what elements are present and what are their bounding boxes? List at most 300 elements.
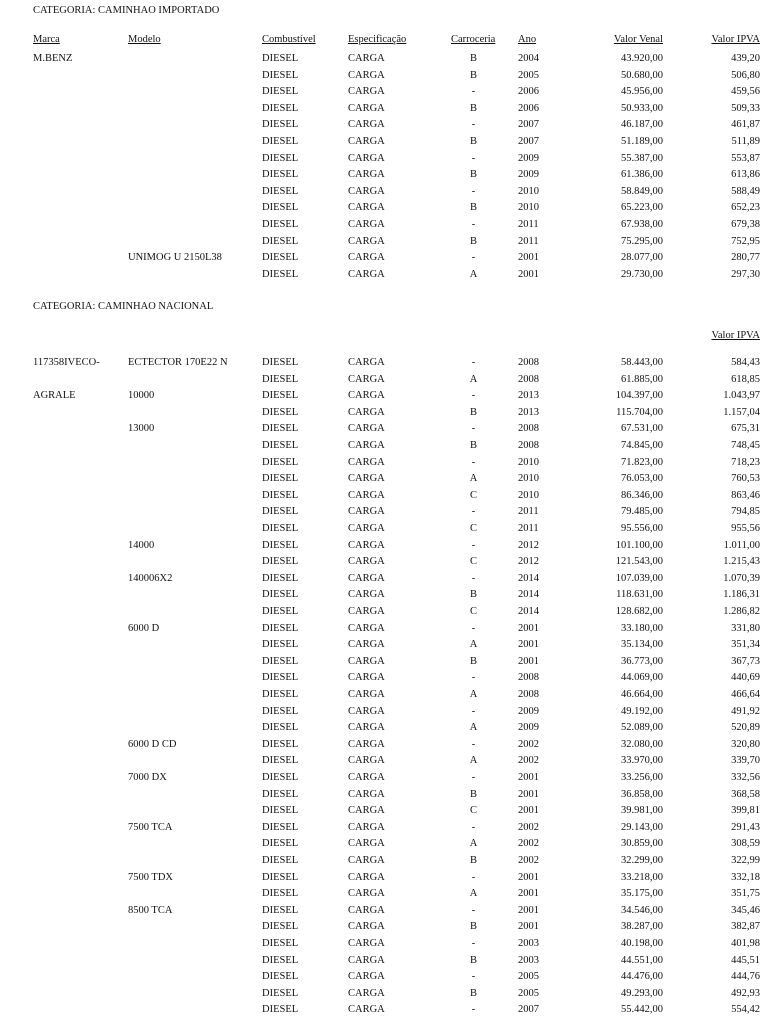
- cell-carr: A: [469, 888, 478, 899]
- cell-ipva: 955,56: [731, 523, 760, 534]
- cell-ano: 2001: [518, 772, 539, 783]
- cell-esp: CARGA: [348, 639, 385, 650]
- cell-comb: DIESEL: [262, 407, 299, 418]
- cell-comb: DIESEL: [262, 589, 299, 600]
- cell-venal: 29.143,00: [621, 822, 663, 833]
- column-header-valor-ipva: Valor IPVA: [711, 34, 760, 45]
- cell-carr: C: [469, 556, 477, 567]
- cell-venal: 32.299,00: [621, 855, 663, 866]
- cell-carr: C: [469, 523, 477, 534]
- cell-venal: 35.134,00: [621, 639, 663, 650]
- cell-comb: DIESEL: [262, 689, 299, 700]
- cell-ano: 2001: [518, 905, 539, 916]
- cell-ipva: 280,77: [731, 252, 760, 263]
- cell-comb: DIESEL: [262, 169, 299, 180]
- cell-comb: DIESEL: [262, 639, 299, 650]
- cell-carr: B: [469, 236, 477, 247]
- cell-esp: CARGA: [348, 423, 385, 434]
- cell-marca: 117358IVECO-: [33, 357, 100, 368]
- cell-carr: B: [469, 921, 477, 932]
- cell-comb: DIESEL: [262, 971, 299, 982]
- cell-venal: 29.730,00: [621, 269, 663, 280]
- cell-ano: 2003: [518, 938, 539, 949]
- cell-ipva: 368,58: [731, 789, 760, 800]
- section-title: CATEGORIA: CAMINHAO IMPORTADO: [33, 5, 220, 16]
- cell-carr: B: [469, 202, 477, 213]
- cell-comb: DIESEL: [262, 53, 299, 64]
- cell-comb: DIESEL: [262, 119, 299, 130]
- cell-venal: 33.256,00: [621, 772, 663, 783]
- cell-ipva: 332,18: [731, 872, 760, 883]
- cell-ipva: 466,64: [731, 689, 760, 700]
- cell-comb: DIESEL: [262, 523, 299, 534]
- cell-comb: DIESEL: [262, 838, 299, 849]
- cell-esp: CARGA: [348, 136, 385, 147]
- cell-ano: 2014: [518, 573, 539, 584]
- cell-carr: C: [469, 490, 477, 501]
- cell-esp: CARGA: [348, 955, 385, 966]
- cell-ano: 2009: [518, 706, 539, 717]
- cell-comb: DIESEL: [262, 706, 299, 717]
- cell-carr: B: [469, 440, 477, 451]
- cell-ano: 2002: [518, 855, 539, 866]
- cell-ano: 2010: [518, 202, 539, 213]
- cell-carr: B: [469, 656, 477, 667]
- cell-comb: DIESEL: [262, 822, 299, 833]
- cell-comb: DIESEL: [262, 888, 299, 899]
- cell-marca: M.BENZ: [33, 53, 73, 64]
- cell-ipva: 652,23: [731, 202, 760, 213]
- cell-venal: 95.556,00: [621, 523, 663, 534]
- cell-ano: 2005: [518, 971, 539, 982]
- cell-venal: 86.346,00: [621, 490, 663, 501]
- cell-comb: DIESEL: [262, 186, 299, 197]
- cell-ano: 2008: [518, 357, 539, 368]
- cell-ipva: 511,89: [731, 136, 760, 147]
- cell-comb: DIESEL: [262, 556, 299, 567]
- cell-ano: 2001: [518, 921, 539, 932]
- cell-ano: 2005: [518, 988, 539, 999]
- cell-comb: DIESEL: [262, 506, 299, 517]
- column-header-especificacao: Especificação: [348, 34, 407, 45]
- cell-esp: CARGA: [348, 269, 385, 280]
- cell-ipva: 291,43: [731, 822, 760, 833]
- cell-venal: 67.531,00: [621, 423, 663, 434]
- cell-esp: CARGA: [348, 706, 385, 717]
- cell-ipva: 297,30: [731, 269, 760, 280]
- cell-ipva: 760,53: [731, 473, 760, 484]
- cell-carr: B: [469, 955, 477, 966]
- cell-ano: 2004: [518, 53, 539, 64]
- cell-venal: 101.100,00: [615, 540, 663, 551]
- cell-carr: A: [469, 374, 478, 385]
- cell-carr: -: [471, 971, 476, 982]
- cell-carr: B: [469, 589, 477, 600]
- cell-carr: B: [469, 136, 477, 147]
- cell-comb: DIESEL: [262, 988, 299, 999]
- cell-ipva: 461,87: [731, 119, 760, 130]
- cell-ipva: 332,56: [731, 772, 760, 783]
- cell-esp: CARGA: [348, 921, 385, 932]
- cell-venal: 40.198,00: [621, 938, 663, 949]
- cell-ipva: 1.157,04: [723, 407, 760, 418]
- cell-ano: 2011: [518, 219, 539, 230]
- cell-carr: -: [471, 938, 476, 949]
- cell-ipva: 339,70: [731, 755, 760, 766]
- cell-esp: CARGA: [348, 219, 385, 230]
- cell-ipva: 553,87: [731, 153, 760, 164]
- cell-esp: CARGA: [348, 53, 385, 64]
- section-title: CATEGORIA: CAMINHAO NACIONAL: [33, 301, 214, 312]
- cell-carr: -: [471, 1004, 476, 1015]
- cell-venal: 32.080,00: [621, 739, 663, 750]
- cell-venal: 49.293,00: [621, 988, 663, 999]
- cell-ano: 2001: [518, 656, 539, 667]
- cell-ano: 2001: [518, 623, 539, 634]
- cell-ipva: 444,76: [731, 971, 760, 982]
- cell-venal: 67.938,00: [621, 219, 663, 230]
- cell-esp: CARGA: [348, 457, 385, 468]
- cell-carr: -: [471, 772, 476, 783]
- cell-ipva: 1.186,31: [723, 589, 760, 600]
- cell-ano: 2001: [518, 269, 539, 280]
- cell-esp: CARGA: [348, 1004, 385, 1015]
- cell-ipva: 351,75: [731, 888, 760, 899]
- cell-carr: -: [471, 457, 476, 468]
- cell-comb: DIESEL: [262, 136, 299, 147]
- cell-ipva: 1.043,97: [723, 390, 760, 401]
- cell-esp: CARGA: [348, 70, 385, 81]
- cell-carr: -: [471, 252, 476, 263]
- cell-ipva: 618,85: [731, 374, 760, 385]
- cell-esp: CARGA: [348, 153, 385, 164]
- cell-esp: CARGA: [348, 523, 385, 534]
- cell-esp: CARGA: [348, 573, 385, 584]
- cell-esp: CARGA: [348, 872, 385, 883]
- cell-carr: -: [471, 357, 476, 368]
- cell-carr: A: [469, 639, 478, 650]
- cell-venal: 115.704,00: [616, 407, 663, 418]
- cell-comb: DIESEL: [262, 905, 299, 916]
- cell-esp: CARGA: [348, 357, 385, 368]
- cell-comb: DIESEL: [262, 872, 299, 883]
- cell-ipva: 584,43: [731, 357, 760, 368]
- cell-ano: 2001: [518, 789, 539, 800]
- cell-comb: DIESEL: [262, 440, 299, 451]
- cell-ipva: 794,85: [731, 506, 760, 517]
- cell-comb: DIESEL: [262, 374, 299, 385]
- cell-carr: -: [471, 540, 476, 551]
- cell-carr: B: [469, 789, 477, 800]
- cell-venal: 107.039,00: [615, 573, 663, 584]
- column-header-ano: Ano: [518, 34, 537, 45]
- cell-carr: A: [469, 838, 478, 849]
- cell-ipva: 1.286,82: [723, 606, 760, 617]
- cell-carr: -: [471, 390, 476, 401]
- cell-comb: DIESEL: [262, 855, 299, 866]
- cell-venal: 44.476,00: [621, 971, 663, 982]
- cell-venal: 104.397,00: [615, 390, 663, 401]
- cell-venal: 33.218,00: [621, 872, 663, 883]
- cell-venal: 79.485,00: [621, 506, 663, 517]
- cell-comb: DIESEL: [262, 269, 299, 280]
- cell-modelo: ECTECTOR 170E22 N: [128, 357, 228, 368]
- cell-venal: 45.956,00: [621, 86, 663, 97]
- cell-ano: 2003: [518, 955, 539, 966]
- cell-comb: DIESEL: [262, 755, 299, 766]
- cell-esp: CARGA: [348, 407, 385, 418]
- cell-comb: DIESEL: [262, 490, 299, 501]
- cell-ano: 2009: [518, 722, 539, 733]
- cell-comb: DIESEL: [262, 390, 299, 401]
- cell-comb: DIESEL: [262, 202, 299, 213]
- cell-esp: CARGA: [348, 656, 385, 667]
- cell-carr: A: [469, 755, 478, 766]
- cell-carr: -: [471, 506, 476, 517]
- cell-esp: CARGA: [348, 236, 385, 247]
- cell-ano: 2008: [518, 374, 539, 385]
- cell-ano: 2008: [518, 440, 539, 451]
- cell-esp: CARGA: [348, 905, 385, 916]
- cell-comb: DIESEL: [262, 473, 299, 484]
- cell-venal: 46.664,00: [621, 689, 663, 700]
- cell-ano: 2013: [518, 390, 539, 401]
- cell-esp: CARGA: [348, 739, 385, 750]
- cell-ano: 2002: [518, 822, 539, 833]
- cell-ipva: 1.011,00: [723, 540, 760, 551]
- cell-comb: DIESEL: [262, 86, 299, 97]
- cell-carr: B: [469, 103, 477, 114]
- cell-venal: 38.287,00: [621, 921, 663, 932]
- cell-comb: DIESEL: [262, 70, 299, 81]
- cell-comb: DIESEL: [262, 938, 299, 949]
- cell-ano: 2001: [518, 888, 539, 899]
- cell-ano: 2002: [518, 755, 539, 766]
- cell-carr: -: [471, 219, 476, 230]
- cell-venal: 33.970,00: [621, 755, 663, 766]
- cell-venal: 55.442,00: [621, 1004, 663, 1015]
- cell-comb: DIESEL: [262, 921, 299, 932]
- cell-ipva: 399,81: [731, 805, 760, 816]
- cell-ipva: 440,69: [731, 672, 760, 683]
- cell-ipva: 492,93: [731, 988, 760, 999]
- cell-carr: -: [471, 706, 476, 717]
- cell-comb: DIESEL: [262, 357, 299, 368]
- cell-ano: 2007: [518, 136, 539, 147]
- cell-ano: 2001: [518, 252, 539, 263]
- cell-esp: CARGA: [348, 606, 385, 617]
- cell-venal: 118.631,00: [616, 589, 663, 600]
- cell-esp: CARGA: [348, 390, 385, 401]
- column-header-modelo: Modelo: [128, 34, 161, 45]
- cell-ipva: 351,34: [731, 639, 760, 650]
- cell-esp: CARGA: [348, 755, 385, 766]
- cell-comb: DIESEL: [262, 672, 299, 683]
- cell-venal: 128.682,00: [615, 606, 663, 617]
- cell-modelo: 7500 TCA: [128, 822, 173, 833]
- cell-modelo: 14000: [128, 540, 155, 551]
- cell-carr: B: [469, 169, 477, 180]
- cell-esp: CARGA: [348, 789, 385, 800]
- cell-carr: -: [471, 423, 476, 434]
- cell-ano: 2012: [518, 540, 539, 551]
- cell-modelo: 7500 TDX: [128, 872, 174, 883]
- cell-ipva: 863,46: [731, 490, 760, 501]
- cell-ano: 2007: [518, 1004, 539, 1015]
- cell-ipva: 554,42: [731, 1004, 760, 1015]
- cell-esp: CARGA: [348, 938, 385, 949]
- cell-carr: -: [471, 623, 476, 634]
- cell-venal: 58.849,00: [621, 186, 663, 197]
- cell-comb: DIESEL: [262, 540, 299, 551]
- cell-venal: 46.187,00: [621, 119, 663, 130]
- cell-comb: DIESEL: [262, 423, 299, 434]
- cell-ipva: 322,99: [731, 855, 760, 866]
- cell-carr: -: [471, 872, 476, 883]
- cell-ipva: 520,89: [731, 722, 760, 733]
- cell-venal: 74.845,00: [621, 440, 663, 451]
- cell-comb: DIESEL: [262, 252, 299, 263]
- cell-carr: -: [471, 573, 476, 584]
- cell-esp: CARGA: [348, 988, 385, 999]
- cell-carr: A: [469, 689, 478, 700]
- cell-ano: 2001: [518, 639, 539, 650]
- cell-ipva: 320,80: [731, 739, 760, 750]
- cell-comb: DIESEL: [262, 219, 299, 230]
- cell-carr: -: [471, 739, 476, 750]
- cell-carr: B: [469, 407, 477, 418]
- cell-ano: 2013: [518, 407, 539, 418]
- cell-comb: DIESEL: [262, 457, 299, 468]
- cell-comb: DIESEL: [262, 772, 299, 783]
- cell-modelo: 140006X2: [128, 573, 173, 584]
- cell-ipva: 679,38: [731, 219, 760, 230]
- cell-esp: CARGA: [348, 440, 385, 451]
- cell-modelo: 6000 D: [128, 623, 160, 634]
- cell-modelo: 8500 TCA: [128, 905, 173, 916]
- cell-ipva: 367,73: [731, 656, 760, 667]
- cell-ano: 2011: [518, 506, 539, 517]
- cell-ano: 2005: [518, 70, 539, 81]
- cell-esp: CARGA: [348, 119, 385, 130]
- cell-ano: 2011: [518, 523, 539, 534]
- cell-ano: 2010: [518, 490, 539, 501]
- cell-venal: 49.192,00: [621, 706, 663, 717]
- cell-esp: CARGA: [348, 490, 385, 501]
- cell-marca: AGRALE: [33, 390, 76, 401]
- cell-venal: 58.443,00: [621, 357, 663, 368]
- cell-ipva: 588,49: [731, 186, 760, 197]
- cell-venal: 30.859,00: [621, 838, 663, 849]
- cell-ano: 2008: [518, 689, 539, 700]
- cell-carr: A: [469, 269, 478, 280]
- cell-venal: 121.543,00: [615, 556, 663, 567]
- cell-ano: 2010: [518, 457, 539, 468]
- cell-venal: 76.053,00: [621, 473, 663, 484]
- cell-ipva: 748,45: [731, 440, 760, 451]
- cell-comb: DIESEL: [262, 656, 299, 667]
- cell-comb: DIESEL: [262, 623, 299, 634]
- cell-ipva: 1.215,43: [723, 556, 760, 567]
- cell-ano: 2008: [518, 672, 539, 683]
- cell-ipva: 509,33: [731, 103, 760, 114]
- cell-ano: 2001: [518, 805, 539, 816]
- column-header-combustivel: Combustível: [262, 34, 316, 45]
- cell-carr: C: [469, 805, 477, 816]
- cell-esp: CARGA: [348, 473, 385, 484]
- cell-comb: DIESEL: [262, 153, 299, 164]
- cell-ipva: 718,23: [731, 457, 760, 468]
- cell-venal: 28.077,00: [621, 252, 663, 263]
- cell-venal: 61.885,00: [621, 374, 663, 385]
- cell-carr: -: [471, 186, 476, 197]
- cell-carr: -: [471, 822, 476, 833]
- cell-venal: 44.551,00: [621, 955, 663, 966]
- cell-ipva: 439,20: [731, 53, 760, 64]
- cell-carr: B: [469, 70, 477, 81]
- cell-ano: 2006: [518, 103, 539, 114]
- cell-ano: 2002: [518, 838, 539, 849]
- cell-modelo: UNIMOG U 2150L38: [128, 252, 222, 263]
- cell-ipva: 401,98: [731, 938, 760, 949]
- cell-venal: 35.175,00: [621, 888, 663, 899]
- cell-ipva: 459,56: [731, 86, 760, 97]
- cell-venal: 75.295,00: [621, 236, 663, 247]
- cell-ano: 2001: [518, 872, 539, 883]
- cell-comb: DIESEL: [262, 1004, 299, 1015]
- cell-esp: CARGA: [348, 86, 385, 97]
- cell-venal: 33.180,00: [621, 623, 663, 634]
- cell-esp: CARGA: [348, 540, 385, 551]
- cell-ipva: 491,92: [731, 706, 760, 717]
- column-header-valor-venal: Valor Venal: [613, 34, 663, 45]
- cell-venal: 36.858,00: [621, 789, 663, 800]
- cell-venal: 55.387,00: [621, 153, 663, 164]
- cell-esp: CARGA: [348, 623, 385, 634]
- cell-esp: CARGA: [348, 589, 385, 600]
- cell-venal: 34.546,00: [621, 905, 663, 916]
- cell-venal: 65.223,00: [621, 202, 663, 213]
- cell-ipva: 445,51: [731, 955, 760, 966]
- cell-carr: C: [469, 606, 477, 617]
- cell-ano: 2009: [518, 169, 539, 180]
- cell-ipva: 382,87: [731, 921, 760, 932]
- cell-venal: 43.920,00: [621, 53, 663, 64]
- cell-esp: CARGA: [348, 374, 385, 385]
- cell-carr: -: [471, 905, 476, 916]
- cell-esp: CARGA: [348, 855, 385, 866]
- cell-ipva: 1.070,39: [723, 573, 760, 584]
- cell-ano: 2010: [518, 473, 539, 484]
- cell-ipva: 506,80: [731, 70, 760, 81]
- column-header-marca: Marca: [33, 34, 60, 45]
- cell-venal: 39.981,00: [621, 805, 663, 816]
- cell-esp: CARGA: [348, 722, 385, 733]
- cell-comb: DIESEL: [262, 573, 299, 584]
- cell-venal: 51.189,00: [621, 136, 663, 147]
- cell-venal: 44.069,00: [621, 672, 663, 683]
- cell-esp: CARGA: [348, 252, 385, 263]
- cell-esp: CARGA: [348, 556, 385, 567]
- cell-comb: DIESEL: [262, 236, 299, 247]
- cell-esp: CARGA: [348, 202, 385, 213]
- cell-esp: CARGA: [348, 888, 385, 899]
- cell-venal: 50.680,00: [621, 70, 663, 81]
- cell-comb: DIESEL: [262, 955, 299, 966]
- cell-esp: CARGA: [348, 805, 385, 816]
- cell-esp: CARGA: [348, 506, 385, 517]
- cell-carr: B: [469, 53, 477, 64]
